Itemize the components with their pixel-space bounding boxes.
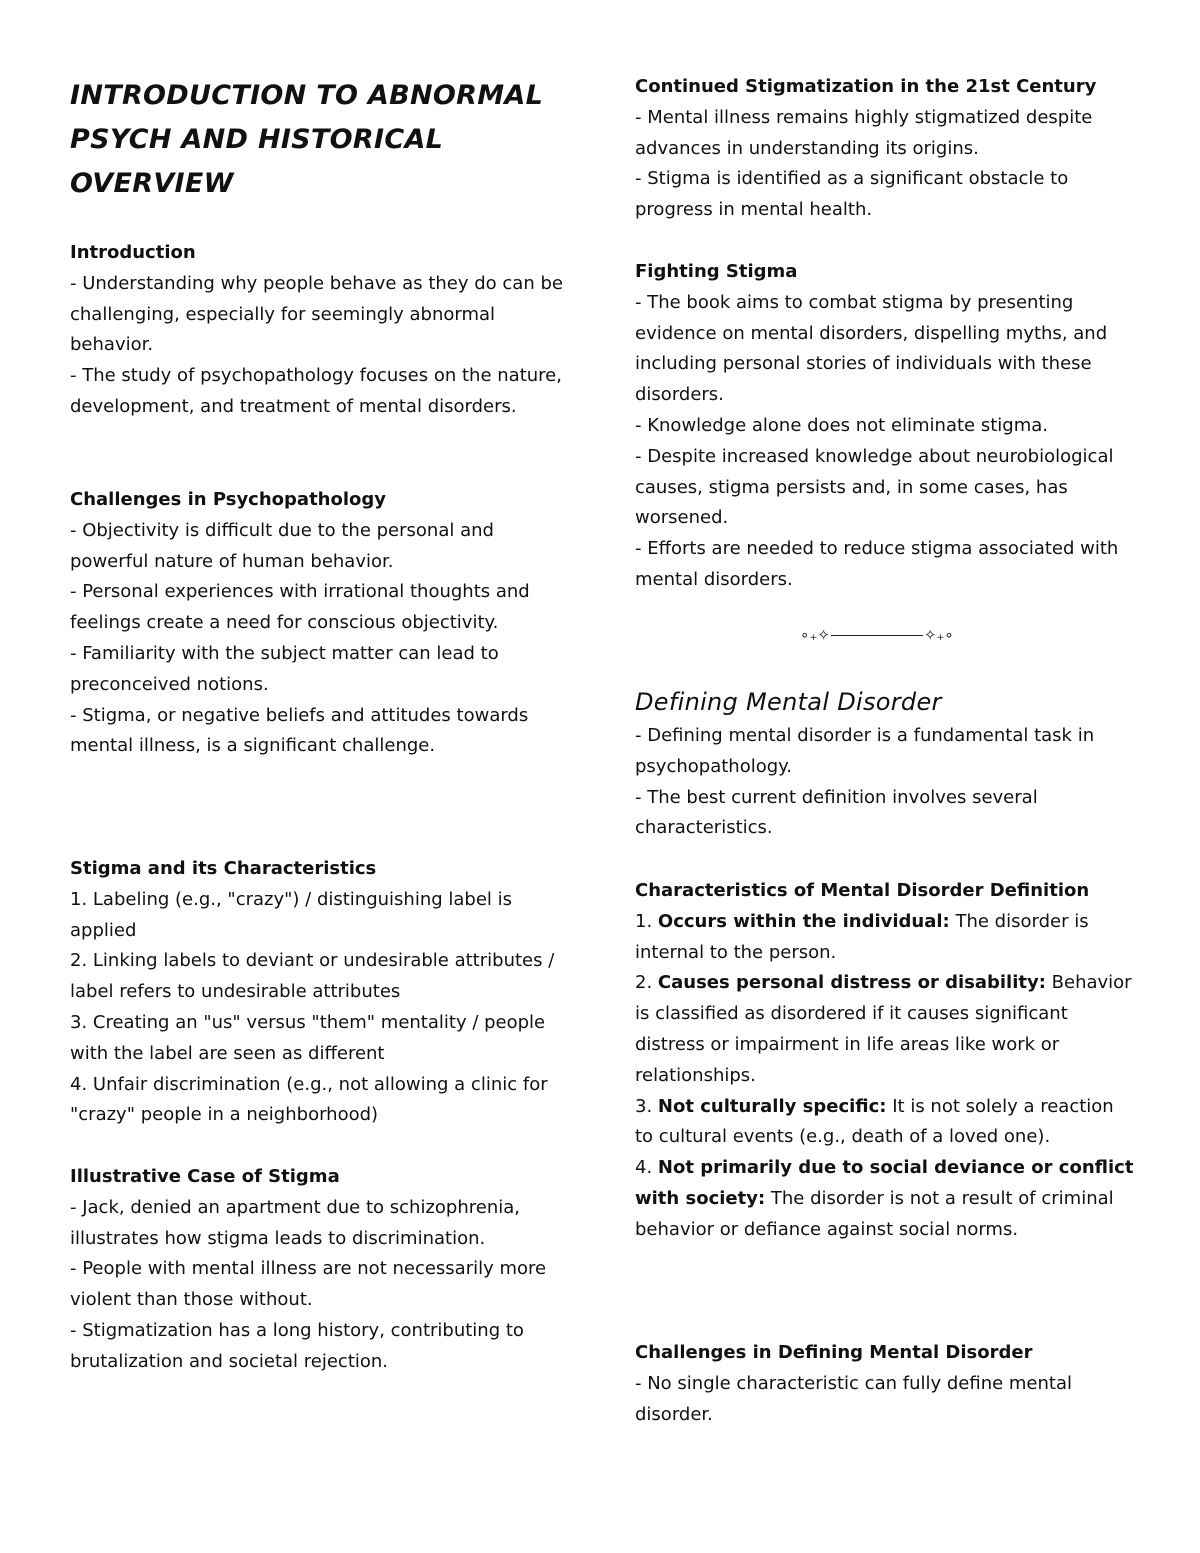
section-heading: Continued Stigmatization in the 21st Century (635, 76, 1097, 97)
item-text: It is not solely a reaction to cultural events (e.g., death of a loved one). (635, 1095, 1114, 1148)
bullet-line: - The book aims to combat stigma by presenting evidence on mental disorders, dispelling myths, and including personal stories of individuals with these disorders. (635, 291, 1108, 406)
bullet-line: - Jack, denied an apartment due to schizophrenia, illustrates how stigma leads to discrimination. (70, 1196, 520, 1249)
item-term: Causes personal distress or disability: (657, 972, 1046, 994)
item-text: The disorder is internal to the person. (635, 910, 1089, 963)
divider-ornament-right: ✧₊∘ (923, 626, 954, 644)
section-heading: Challenges in Defining Mental Disorder (635, 1342, 1033, 1363)
bullet-line: - Mental illness remains highly stigmatized despite advances in understanding its origins. (635, 106, 1093, 159)
bullet-line: - Understanding why people behave as they do can be challenging, especially for seemingly abnormal behavior. (70, 272, 563, 356)
section-heading: Introduction (70, 242, 196, 263)
document-title: INTRODUCTION TO ABNORMAL PSYCH AND HISTORICAL OVERVIEW (70, 80, 544, 199)
item-text: Behavior is classified as disordered if it causes significant distress or impairment in life areas like work or relationships. (635, 972, 1132, 1086)
section-defining (635, 721, 1135, 844)
section-characteristics-definition (635, 876, 1135, 1246)
bullet-line: - Efforts are needed to reduce stigma associated with mental disorders. (635, 538, 1119, 590)
bullet-line: - Despite increased knowledge about neurobiological causes, stigma persists and, in some cases, has worsened. (635, 445, 1114, 529)
bullet-line: - Personal experiences with irrational thoughts and feelings create a need for conscious objectivity. (70, 581, 530, 634)
section-introduction (70, 238, 570, 423)
section-heading: Illustrative Case of Stigma (70, 1166, 340, 1187)
item-number: 2. (635, 972, 658, 994)
section-challenges-defining (635, 1338, 1135, 1430)
bullet-line: - No single characteristic can fully define mental disorder. (635, 1372, 1073, 1425)
bullet-line: - Familiarity with the subject matter can lead to preconceived notions. (70, 642, 499, 695)
item-term: Not primarily due to social deviance or conflict with society: (635, 1157, 1134, 1209)
section-heading: Characteristics of Mental Disorder Definition (635, 880, 1090, 901)
bullet-line: - Knowledge alone does not eliminate stigma. (635, 414, 1048, 436)
numbered-line: 3. Creating an "us" versus "them" mentality / people with the label are seen as different (70, 1011, 546, 1064)
bullet-line: - Stigma, or negative beliefs and attitudes towards mental illness, is a significant challenge. (70, 704, 529, 757)
section-heading: Fighting Stigma (635, 261, 798, 282)
section-challenges (70, 485, 570, 762)
bullet-line: - Objectivity is difficult due to the personal and powerful nature of human behavior. (70, 519, 494, 572)
numbered-line: 1. Labeling (e.g., "crazy") / distinguishing label is applied (70, 888, 513, 941)
bullet-line: - People with mental illness are not necessarily more violent than those without. (70, 1258, 547, 1311)
numbered-line: 4. Unfair discrimination (e.g., not allowing a clinic for "crazy" people in a neighborhood) (70, 1073, 548, 1126)
section-continued-stigmatization (635, 72, 1135, 226)
bullet-line: - The best current definition involves several characteristics. (635, 786, 1038, 839)
ornamental-divider (800, 626, 970, 650)
characteristic-item (635, 968, 1135, 1091)
characteristic-item (635, 1153, 1135, 1245)
section-illustrative-case (70, 1162, 570, 1378)
section-stigma-characteristics (70, 854, 570, 1131)
bullet-line: - Defining mental disorder is a fundamental task in psychopathology. (635, 725, 1095, 777)
bullet-line: - Stigmatization has a long history, contributing to brutalization and societal rejection. (70, 1319, 524, 1372)
item-text: The disorder is not a result of criminal behavior or defiance against social norms. (635, 1187, 1114, 1240)
numbered-line: 2. Linking labels to deviant or undesirable attributes / label refers to undesirable attributes (70, 950, 555, 1003)
item-number: 3. (635, 1095, 658, 1117)
divider-line (831, 635, 923, 636)
divider-ornament-left: ∘₊✧ (800, 626, 830, 644)
item-number: 1. (635, 910, 658, 932)
item-number: 4. (635, 1157, 658, 1179)
section-heading: Stigma and its Characteristics (70, 858, 377, 879)
section-heading: Challenges in Psychopathology (70, 489, 387, 510)
characteristic-item (635, 907, 1135, 969)
bullet-line: - The study of psychopathology focuses on the nature, development, and treatment of mental disorders. (70, 365, 562, 417)
item-term: Occurs within the individual: (657, 910, 950, 932)
characteristic-item (635, 1092, 1135, 1154)
item-term: Not culturally specific: (657, 1095, 887, 1117)
section-fighting-stigma (635, 257, 1135, 596)
defining-mental-disorder-title: Defining Mental Disorder (635, 688, 942, 716)
bullet-line: - Stigma is identified as a significant obstacle to progress in mental health. (635, 168, 1069, 221)
